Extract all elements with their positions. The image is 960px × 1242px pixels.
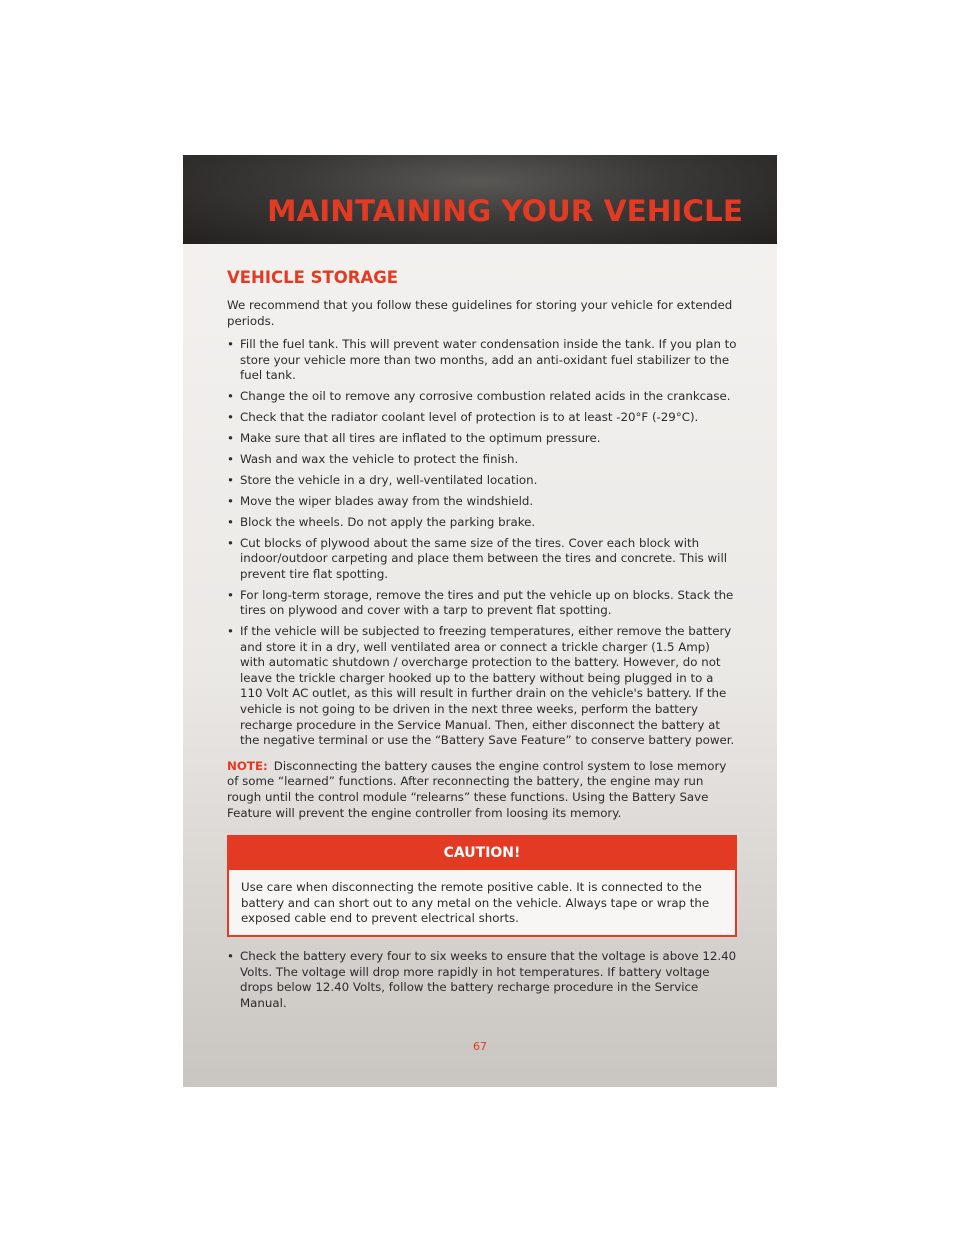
battery-check-list	[227, 949, 737, 1011]
page-content	[227, 268, 737, 1017]
section-title: VEHICLE STORAGE	[227, 268, 399, 287]
intro-paragraph: We recommend that you follow these guidelines for storing your vehicle for extended periods.	[227, 298, 733, 328]
list-item: • Move the wiper blades away from the windshield.	[227, 494, 737, 510]
list-item: • For long-term storage, remove the tires and put the vehicle up on blocks. Stack the tires on plywood and cover with a tarp to prevent flat spotting.	[227, 588, 737, 619]
note-paragraph	[227, 759, 737, 821]
caution-text: Use care when disconnecting the remote positive cable. It is connected to the battery and can short out to any metal on the vehicle. Always tape or wrap the exposed cable end to prevent electrical shorts.	[241, 880, 710, 926]
list-item: • Store the vehicle in a dry, well-ventilated location.	[227, 473, 737, 489]
list-item: • Check that the radiator coolant level of protection is to at least -20°F (-29°C).	[227, 410, 737, 426]
list-item: • Cut blocks of plywood about the same size of the tires. Cover each block with indoor/outdoor carpeting and place them between the tires and concrete. This will prevent tire flat spotting.	[227, 536, 737, 583]
note-label: NOTE:	[227, 758, 268, 773]
page-header	[183, 155, 777, 244]
list-item: • Change the oil to remove any corrosive combustion related acids in the crankcase.	[227, 389, 737, 405]
list-item: • Block the wheels. Do not apply the parking brake.	[227, 515, 737, 531]
caution-box	[227, 835, 737, 937]
header-title: MAINTAINING YOUR VEHICLE	[267, 194, 743, 228]
manual-page	[183, 155, 777, 1087]
list-item: • Check the battery every four to six weeks to ensure that the voltage is above 12.40 Volts. The voltage will drop more rapidly in hot temperatures. If battery voltage drops below 12.40 Volts, follow the battery recharge procedure in the Service Manual.	[227, 949, 737, 1011]
list-item: • If the vehicle will be subjected to freezing temperatures, either remove the battery and store it in a dry, well ventilated area or connect a trickle charger (1.5 Amp) with automatic shutdown / overcharge protection to the battery. However, do not leave the trickle charger hooked up to the battery without being plugged in to a 110 Volt AC outlet, as this will result in further drain on the vehicle's battery. If the vehicle is not going to be driven in the next three weeks, perform the battery recharge procedure in the Service Manual. Then, either disconnect the battery at the negative terminal or use the “Battery Save Feature” to conserve battery power.	[227, 624, 737, 749]
list-item: • Fill the fuel tank. This will prevent water condensation inside the tank. If you plan to store your vehicle more than two months, add an anti-oxidant fuel stabilizer to the fuel tank.	[227, 337, 737, 384]
page-number: 67	[473, 1040, 487, 1053]
caution-title: CAUTION!	[229, 837, 735, 870]
list-item: • Make sure that all tires are inflated to the optimum pressure.	[227, 431, 737, 447]
note-text: Disconnecting the battery causes the engine control system to lose memory of some “learned” functions. After reconnecting the battery, the engine may run rough until the control module “relearns” these functions. Using the Battery Save Feature will prevent the engine controller from loosing its memory.	[227, 758, 727, 820]
storage-guidelines-list	[227, 337, 737, 749]
list-item: • Wash and wax the vehicle to protect the finish.	[227, 452, 737, 468]
